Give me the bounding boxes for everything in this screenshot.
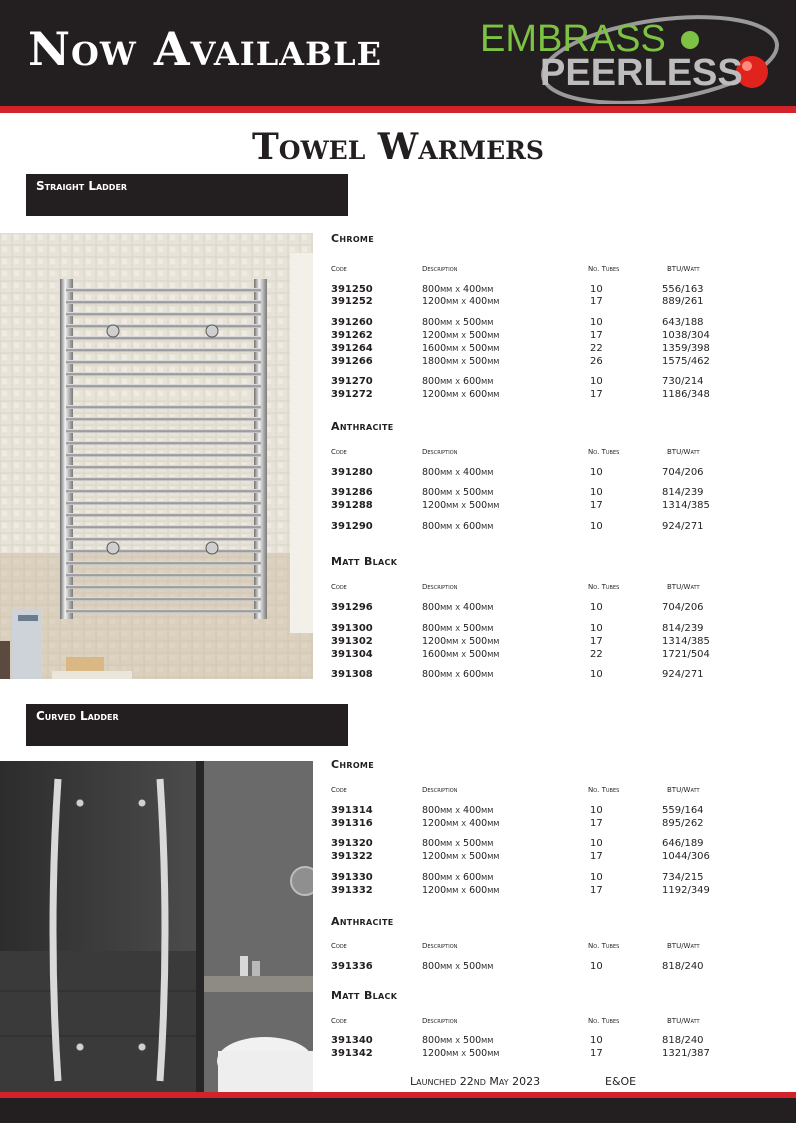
cell-description: 1200mm x 500mm [422, 500, 500, 511]
cell-tubes: 22 [590, 343, 603, 354]
table-row [331, 851, 771, 864]
cell-btu: 1038/304 [662, 330, 710, 341]
table-row [331, 805, 771, 818]
col-header-tubes: No. Tubes [588, 583, 620, 591]
cell-code: 391308 [331, 669, 373, 680]
cell-tubes: 17 [590, 296, 603, 307]
cell-tubes: 17 [590, 330, 603, 341]
cell-description: 1200mm x 400mm [422, 818, 500, 829]
cell-description: 800mm x 500mm [422, 623, 494, 634]
cell-tubes: 10 [590, 1035, 603, 1046]
cell-code: 391340 [331, 1035, 373, 1046]
cell-code: 391300 [331, 623, 373, 634]
cell-btu: 1321/387 [662, 1048, 710, 1059]
cell-btu: 895/262 [662, 818, 704, 829]
cell-tubes: 10 [590, 805, 603, 816]
cell-btu: 924/271 [662, 669, 704, 680]
table-row [331, 1035, 771, 1048]
cell-code: 391342 [331, 1048, 373, 1059]
cell-btu: 559/164 [662, 805, 704, 816]
cell-btu: 643/188 [662, 317, 704, 328]
table-row [331, 649, 771, 662]
cell-btu: 734/215 [662, 872, 704, 883]
cell-description: 800mm x 600mm [422, 669, 494, 680]
section-label: Straight Ladder [36, 179, 128, 193]
table-row [331, 872, 771, 885]
col-header-code: Code [331, 786, 347, 794]
cell-code: 391288 [331, 500, 373, 511]
table-row [331, 296, 771, 309]
section-bar-curved [26, 704, 348, 746]
table-row [331, 1048, 771, 1061]
finish-heading: Anthracite [331, 915, 394, 928]
cell-btu: 814/239 [662, 623, 704, 634]
logo-line1: EMBRASS [480, 18, 666, 60]
cell-btu: 924/271 [662, 521, 704, 532]
cell-btu: 1044/306 [662, 851, 710, 862]
cell-description: 1200mm x 600mm [422, 885, 500, 896]
cell-btu: 1314/385 [662, 636, 710, 647]
cell-tubes: 10 [590, 487, 603, 498]
cell-tubes: 10 [590, 872, 603, 883]
cell-tubes: 17 [590, 389, 603, 400]
cell-description: 1200mm x 500mm [422, 330, 500, 341]
table-row [331, 838, 771, 851]
finish-heading: Matt Black [331, 989, 398, 1002]
cell-tubes: 10 [590, 317, 603, 328]
cell-code: 391320 [331, 838, 373, 849]
col-header-tubes: No. Tubes [588, 1017, 620, 1025]
section-label: Curved Ladder [36, 709, 119, 723]
cell-tubes: 17 [590, 1048, 603, 1059]
table-row [331, 389, 771, 402]
cell-description: 800mm x 500mm [422, 317, 494, 328]
cell-code: 391290 [331, 521, 373, 532]
table-row [331, 317, 771, 330]
cell-tubes: 10 [590, 623, 603, 634]
cell-description: 800mm x 600mm [422, 521, 494, 532]
col-header-description: Description [422, 786, 458, 794]
cell-code: 391314 [331, 805, 373, 816]
cell-description: 1200mm x 500mm [422, 851, 500, 862]
cell-btu: 1575/462 [662, 356, 710, 367]
cell-btu: 818/240 [662, 1035, 704, 1046]
cell-description: 1200mm x 600mm [422, 389, 500, 400]
cell-tubes: 22 [590, 649, 603, 660]
cell-code: 391332 [331, 885, 373, 896]
cell-description: 800mm x 400mm [422, 602, 494, 613]
table-row [331, 356, 771, 369]
cell-description: 800mm x 400mm [422, 467, 494, 478]
cell-tubes: 10 [590, 669, 603, 680]
table-row [331, 467, 771, 480]
cell-tubes: 10 [590, 284, 603, 295]
table-row [331, 500, 771, 513]
table-row [331, 961, 771, 974]
cell-tubes: 10 [590, 602, 603, 613]
cell-description: 800mm x 500mm [422, 838, 494, 849]
cell-code: 391272 [331, 389, 373, 400]
col-header-btu: BTU/Watt [667, 786, 700, 794]
cell-code: 391280 [331, 467, 373, 478]
cell-btu: 704/206 [662, 602, 704, 613]
cell-code: 391266 [331, 356, 373, 367]
col-header-code: Code [331, 448, 347, 456]
cell-btu: 1359/398 [662, 343, 710, 354]
col-header-description: Description [422, 942, 458, 950]
col-header-code: Code [331, 265, 347, 273]
cell-description: 800mm x 400mm [422, 284, 494, 295]
cell-description: 800mm x 400mm [422, 805, 494, 816]
cell-tubes: 26 [590, 356, 603, 367]
cell-code: 391250 [331, 284, 373, 295]
cell-btu: 1314/385 [662, 500, 710, 511]
headline: Now Available [28, 22, 382, 76]
col-header-description: Description [422, 1017, 458, 1025]
col-header-description: Description [422, 265, 458, 273]
cell-code: 391252 [331, 296, 373, 307]
col-header-code: Code [331, 1017, 347, 1025]
col-header-tubes: No. Tubes [588, 265, 620, 273]
cell-code: 391304 [331, 649, 373, 660]
cell-description: 800mm x 600mm [422, 872, 494, 883]
page-title: Towel Warmers [252, 126, 544, 168]
cell-code: 391286 [331, 487, 373, 498]
table-row [331, 669, 771, 682]
cell-btu: 646/189 [662, 838, 704, 849]
cell-code: 391336 [331, 961, 373, 972]
cell-tubes: 10 [590, 376, 603, 387]
cell-code: 391330 [331, 872, 373, 883]
cell-description: 1200mm x 500mm [422, 1048, 500, 1059]
cell-tubes: 17 [590, 851, 603, 862]
cell-code: 391260 [331, 317, 373, 328]
cell-btu: 730/214 [662, 376, 704, 387]
straight-ladder-photo [0, 233, 313, 679]
cell-tubes: 10 [590, 838, 603, 849]
finish-heading: Matt Black [331, 555, 398, 568]
cell-description: 800mm x 600mm [422, 376, 494, 387]
col-header-btu: BTU/Watt [667, 1017, 700, 1025]
cell-btu: 556/163 [662, 284, 704, 295]
cell-tubes: 17 [590, 818, 603, 829]
cell-btu: 818/240 [662, 961, 704, 972]
cell-tubes: 10 [590, 521, 603, 532]
table-row [331, 487, 771, 500]
cell-code: 391264 [331, 343, 373, 354]
cell-btu: 1721/504 [662, 649, 710, 660]
cell-code: 391262 [331, 330, 373, 341]
table-row [331, 885, 771, 898]
cell-description: 800mm x 500mm [422, 1035, 494, 1046]
col-header-tubes: No. Tubes [588, 942, 620, 950]
cell-description: 800mm x 500mm [422, 487, 494, 498]
launch-date: Launched 22nd May 2023 [410, 1075, 541, 1088]
col-header-code: Code [331, 942, 347, 950]
finish-heading: Chrome [331, 232, 374, 245]
cell-description: 1800mm x 500mm [422, 356, 500, 367]
table-row [331, 818, 771, 831]
table-row [331, 623, 771, 636]
col-header-tubes: No. Tubes [588, 786, 620, 794]
col-header-btu: BTU/Watt [667, 265, 700, 273]
cell-code: 391270 [331, 376, 373, 387]
col-header-btu: BTU/Watt [667, 583, 700, 591]
curved-ladder-photo [0, 761, 313, 1092]
table-row [331, 376, 771, 389]
cell-tubes: 17 [590, 636, 603, 647]
col-header-code: Code [331, 583, 347, 591]
col-header-btu: BTU/Watt [667, 942, 700, 950]
brand-logo [470, 8, 790, 104]
cell-code: 391302 [331, 636, 373, 647]
table-row [331, 343, 771, 356]
col-header-tubes: No. Tubes [588, 448, 620, 456]
finish-heading: Anthracite [331, 420, 394, 433]
table-row [331, 521, 771, 534]
eoe-note: E&OE [605, 1075, 637, 1088]
header-red-stripe [0, 106, 796, 113]
cell-btu: 889/261 [662, 296, 704, 307]
cell-description: 1200mm x 500mm [422, 636, 500, 647]
cell-btu: 1186/348 [662, 389, 710, 400]
cell-description: 1600mm x 500mm [422, 343, 500, 354]
table-row [331, 636, 771, 649]
cell-btu: 1192/349 [662, 885, 710, 896]
cell-description: 1600mm x 500mm [422, 649, 500, 660]
cell-tubes: 17 [590, 500, 603, 511]
col-header-description: Description [422, 448, 458, 456]
col-header-btu: BTU/Watt [667, 448, 700, 456]
finish-heading: Chrome [331, 758, 374, 771]
table-row [331, 330, 771, 343]
cell-description: 1200mm x 400mm [422, 296, 500, 307]
cell-code: 391296 [331, 602, 373, 613]
cell-code: 391316 [331, 818, 373, 829]
cell-btu: 814/239 [662, 487, 704, 498]
footer-band [0, 1098, 796, 1123]
cell-btu: 704/206 [662, 467, 704, 478]
section-bar-straight [26, 174, 348, 216]
table-row [331, 602, 771, 615]
logo-line2: PEERLESS [540, 52, 743, 94]
cell-tubes: 17 [590, 885, 603, 896]
cell-description: 800mm x 500mm [422, 961, 494, 972]
cell-code: 391322 [331, 851, 373, 862]
col-header-description: Description [422, 583, 458, 591]
cell-tubes: 10 [590, 961, 603, 972]
cell-tubes: 10 [590, 467, 603, 478]
